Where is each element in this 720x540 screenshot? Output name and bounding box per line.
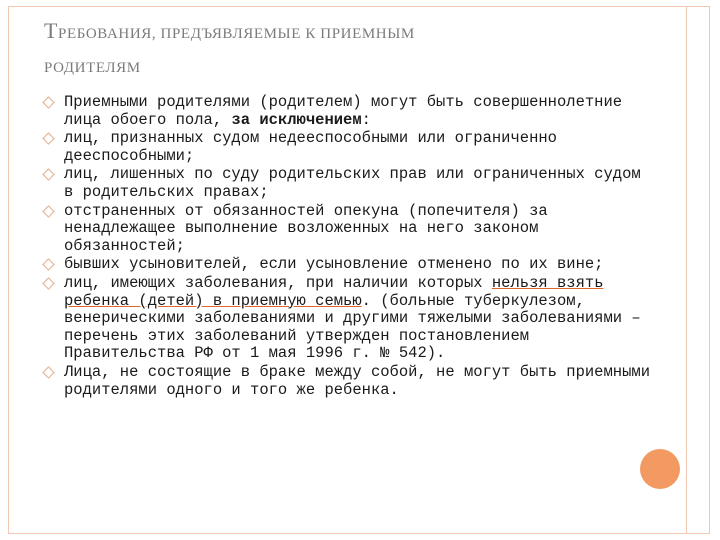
decorative-orange-circle — [640, 449, 680, 489]
list-item-text: отстраненных от обязанностей опекуна (попечителя) за ненадлежащее выполнение возложенных на него законом обязанностей; — [64, 201, 548, 255]
title-first-letter: Т — [44, 18, 59, 43]
foster-family-link[interactable]: нельзя взять ребенка (детей) в приемную семью — [64, 273, 604, 310]
list-item-bold-text: за исключением — [231, 110, 362, 129]
requirements-list — [40, 94, 650, 400]
list-item-text-end: . (больные туберкулезом, венерическими заболеваниями и другими тяжелыми заболеваниями – перечень этих заболеваний утвержден постановлением Правительства РФ от 1 мая 1996 г. № 542). — [64, 291, 641, 363]
ornament-bullet-icon — [42, 205, 55, 218]
slide-title — [44, 14, 644, 85]
list-item-text: лиц, лишенных по суду родительских прав или ограниченных судом в родительских правах; — [64, 165, 641, 201]
list-item — [40, 364, 650, 399]
list-item-text: Приемными родителями (родителем) могут быть совершеннолетние лица обоего пола, — [64, 93, 623, 129]
title-line-1: РЕБОВАНИЯ, ПРЕДЪЯВЛЯЕМЫЕ К ПРИЕМНЫМ — [58, 26, 415, 42]
ornament-bullet-icon — [42, 258, 55, 271]
list-item — [40, 130, 650, 165]
list-item-text: бывших усыновителей, если усыновление отменено по их вине; — [64, 255, 604, 274]
list-item-text: Лица, не состоящие в браке между собой, не могут быть приемными родителями одного и того же ребенка. — [64, 362, 650, 399]
ornament-bullet-icon — [42, 132, 55, 145]
list-item-text: лиц, имеющих заболевания, при наличии которых — [64, 273, 492, 292]
list-item — [40, 94, 650, 129]
ornament-bullet-icon — [42, 96, 55, 109]
list-item-text-end: : — [361, 110, 371, 129]
list-item — [40, 275, 650, 363]
ornament-bullet-icon — [42, 168, 55, 181]
title-line-2: РОДИТЕЛЯМ — [44, 60, 141, 76]
ornament-bullet-icon — [42, 277, 55, 290]
list-item — [40, 256, 650, 274]
list-item — [40, 203, 650, 256]
list-item-text: лиц, признанных судом недееспособными или ограниченно дееспособными; — [64, 129, 557, 165]
list-item — [40, 166, 650, 201]
right-divider-line — [686, 6, 687, 534]
ornament-bullet-icon — [42, 366, 55, 379]
